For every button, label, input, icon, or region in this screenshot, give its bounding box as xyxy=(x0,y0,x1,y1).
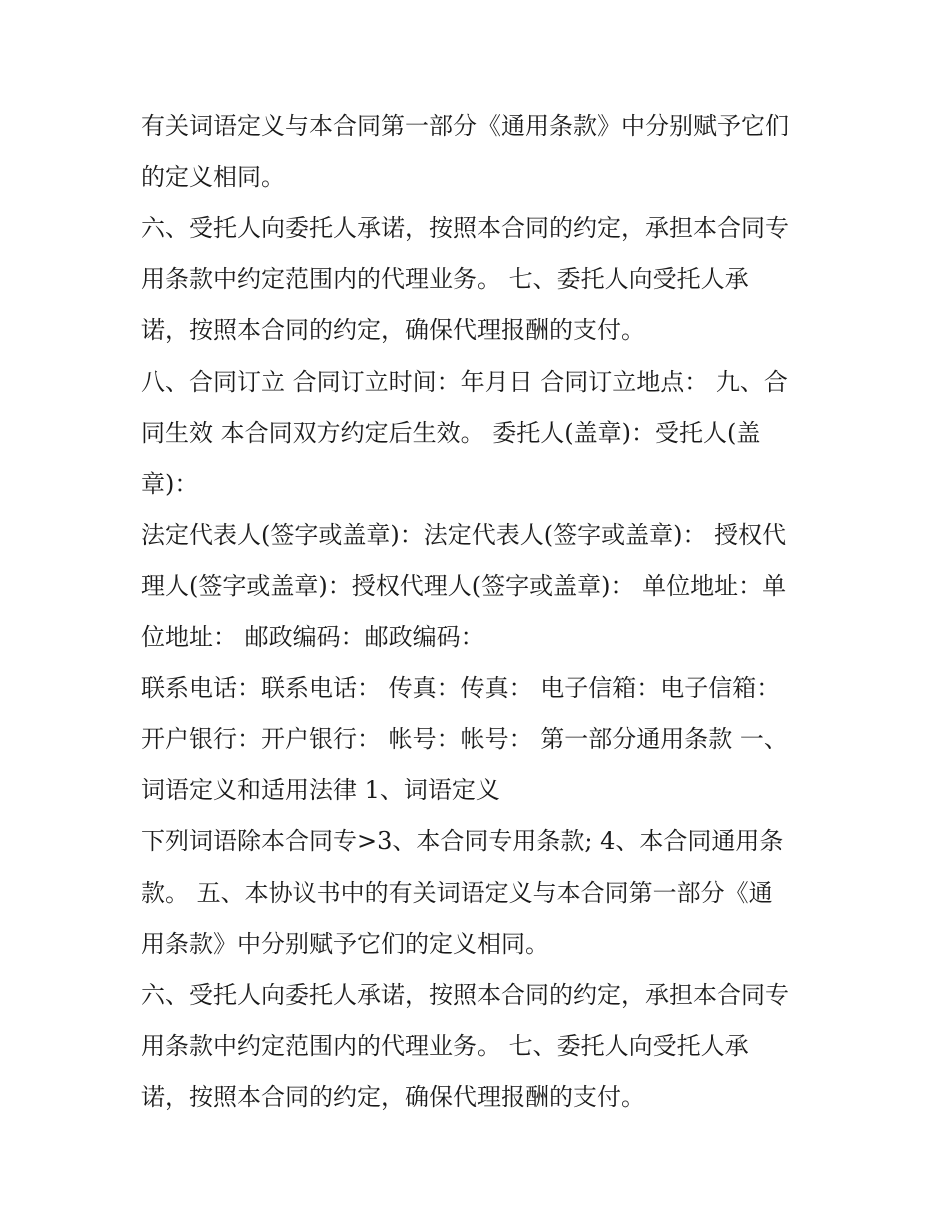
text-line: 理人(签字或盖章)：授权代理人(签字或盖章)： 单位地址：单 xyxy=(141,572,787,600)
text-line: 的定义相同。 xyxy=(141,163,285,191)
text-line: 同生效 本合同双方约定后生效。 委托人(盖章)：受托人(盖 xyxy=(141,419,761,447)
text-line: 联系电话：联系电话： 传真：传真： 电子信箱：电子信箱： xyxy=(141,674,781,702)
text-line: 诺，按照本合同的约定，确保代理报酬的支付。 xyxy=(141,1083,645,1111)
text-line: 诺，按照本合同的约定，确保代理报酬的支付。 xyxy=(141,316,645,344)
text-line: 八、合同订立 合同订立时间：年月日 合同订立地点： 九、合 xyxy=(141,368,788,396)
text-line: 用条款中约定范围内的代理业务。 七、委托人向受托人承 xyxy=(141,265,749,293)
text-line: 词语定义和适用法律 1、词语定义 xyxy=(141,776,500,804)
text-line: 款。 五、本协议书中的有关词语定义与本合同第一部分《通 xyxy=(141,879,773,907)
text-line: 位地址： 邮政编码：邮政编码： xyxy=(141,623,485,651)
text-line: 用条款中约定范围内的代理业务。 七、委托人向受托人承 xyxy=(141,1032,749,1060)
text-line: 六、受托人向委托人承诺，按照本合同的约定，承担本合同专 xyxy=(141,214,789,242)
text-line: 下列词语除本合同专>3、本合同专用条款; 4、本合同通用条 xyxy=(141,827,784,855)
text-line: 六、受托人向委托人承诺，按照本合同的约定，承担本合同专 xyxy=(141,981,789,1009)
text-line: 用条款》中分别赋予它们的定义相同。 xyxy=(141,930,549,958)
text-line: 法定代表人(签字或盖章)：法定代表人(签字或盖章)： 授权代 xyxy=(141,521,787,549)
text-line: 章)： xyxy=(141,470,199,498)
text-line: 开户银行：开户银行： 帐号：帐号： 第一部分通用条款 一、 xyxy=(141,725,788,753)
text-line: 有关词语定义与本合同第一部分《通用条款》中分别赋予它们 xyxy=(141,112,789,140)
